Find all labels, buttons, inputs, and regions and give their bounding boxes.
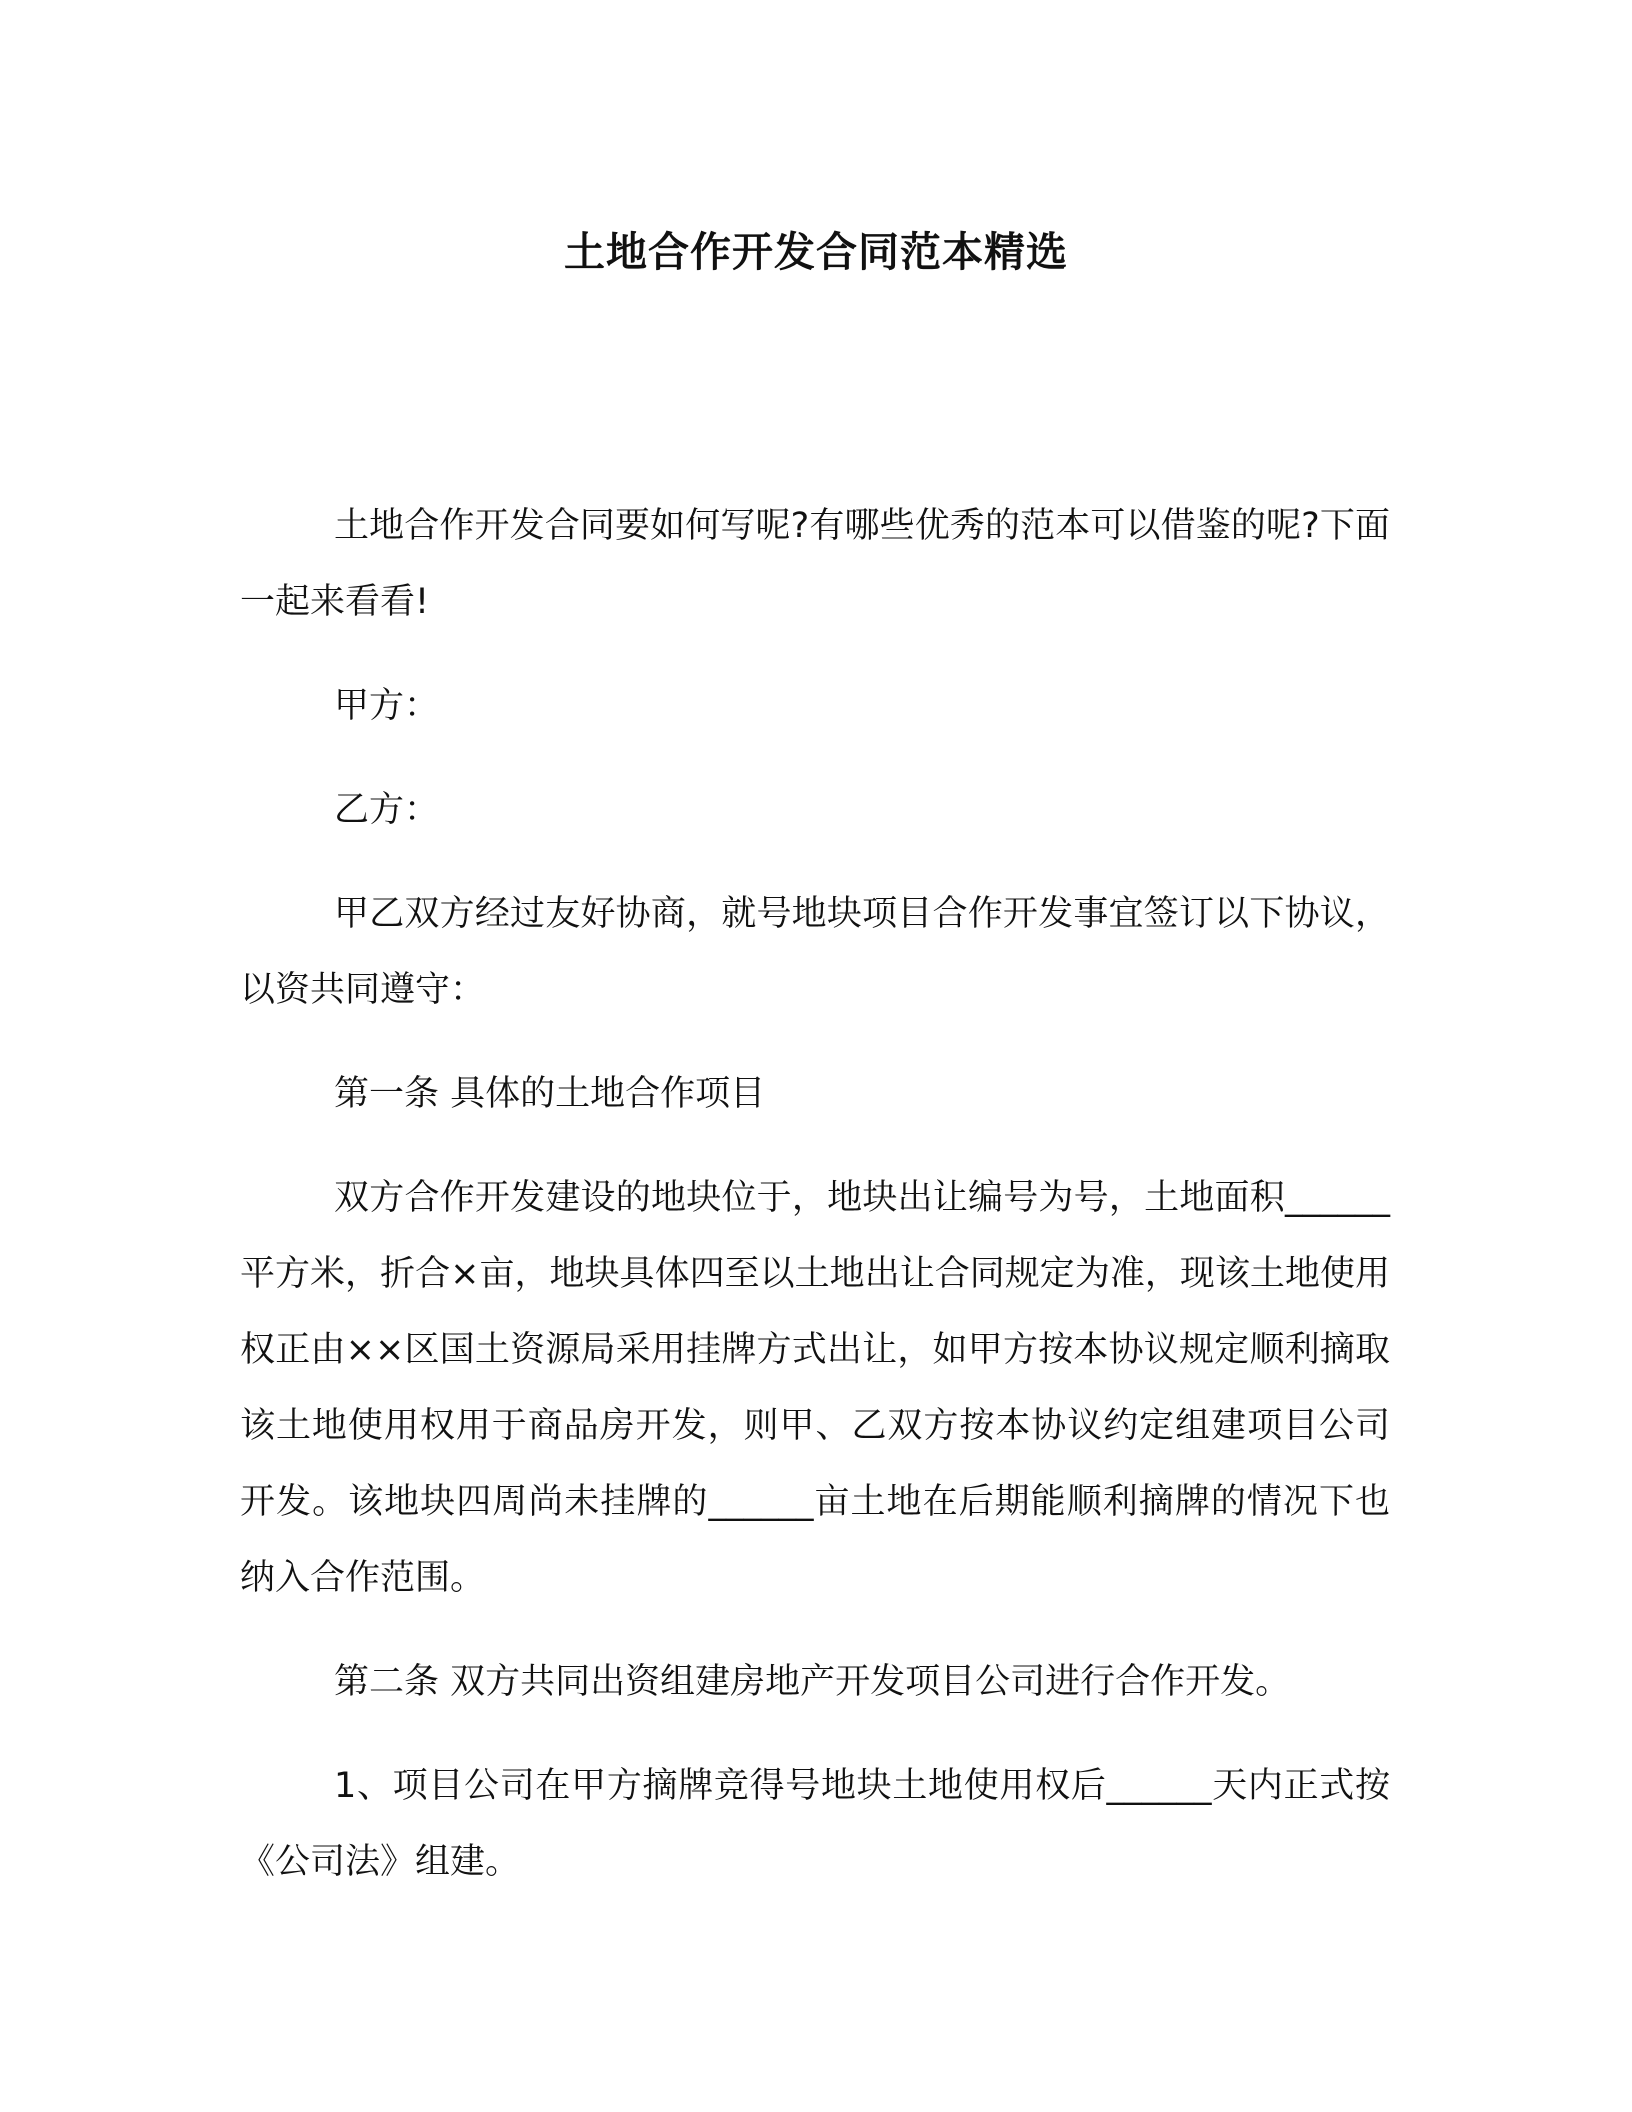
article-2-heading: 第二条 双方共同出资组建房地产开发项目公司进行合作开发。 xyxy=(334,1662,1291,1702)
party-b-label: 乙方： xyxy=(334,790,440,830)
article-1-body: 双方合作开发建设的地块位于，地块出让编号为号，土地面积______平方米，折合×亩，地块具体四至以土地出让合同规定为准，现该土地使用权正由××区国土资源局采用挂牌方式出让，如甲方按本协议规定顺利摘取该土地使用权用于商品房开发，则甲、乙双方按本协议约定组建项目公司开发。该地块四周尚未挂牌的______亩土地在后期能顺利摘牌的情况下也纳入合作范围。 xyxy=(240,1178,1390,1598)
document-title: 土地合作开发合同范本精选 xyxy=(564,228,1068,276)
agreement-preamble: 甲乙双方经过友好协商，就号地块项目合作开发事宜签订以下协议，以资共同遵守： xyxy=(240,894,1390,1010)
document-body xyxy=(240,488,1390,1928)
party-a-label: 甲方： xyxy=(334,686,440,726)
intro-paragraph: 土地合作开发合同要如何写呢?有哪些优秀的范本可以借鉴的呢?下面一起来看看! xyxy=(240,506,1390,622)
article-1-heading: 第一条 具体的土地合作项目 xyxy=(334,1074,766,1114)
article-2-item-1: 1、项目公司在甲方摘牌竞得号地块土地使用权后______天内正式按《公司法》组建。 xyxy=(240,1766,1390,1882)
